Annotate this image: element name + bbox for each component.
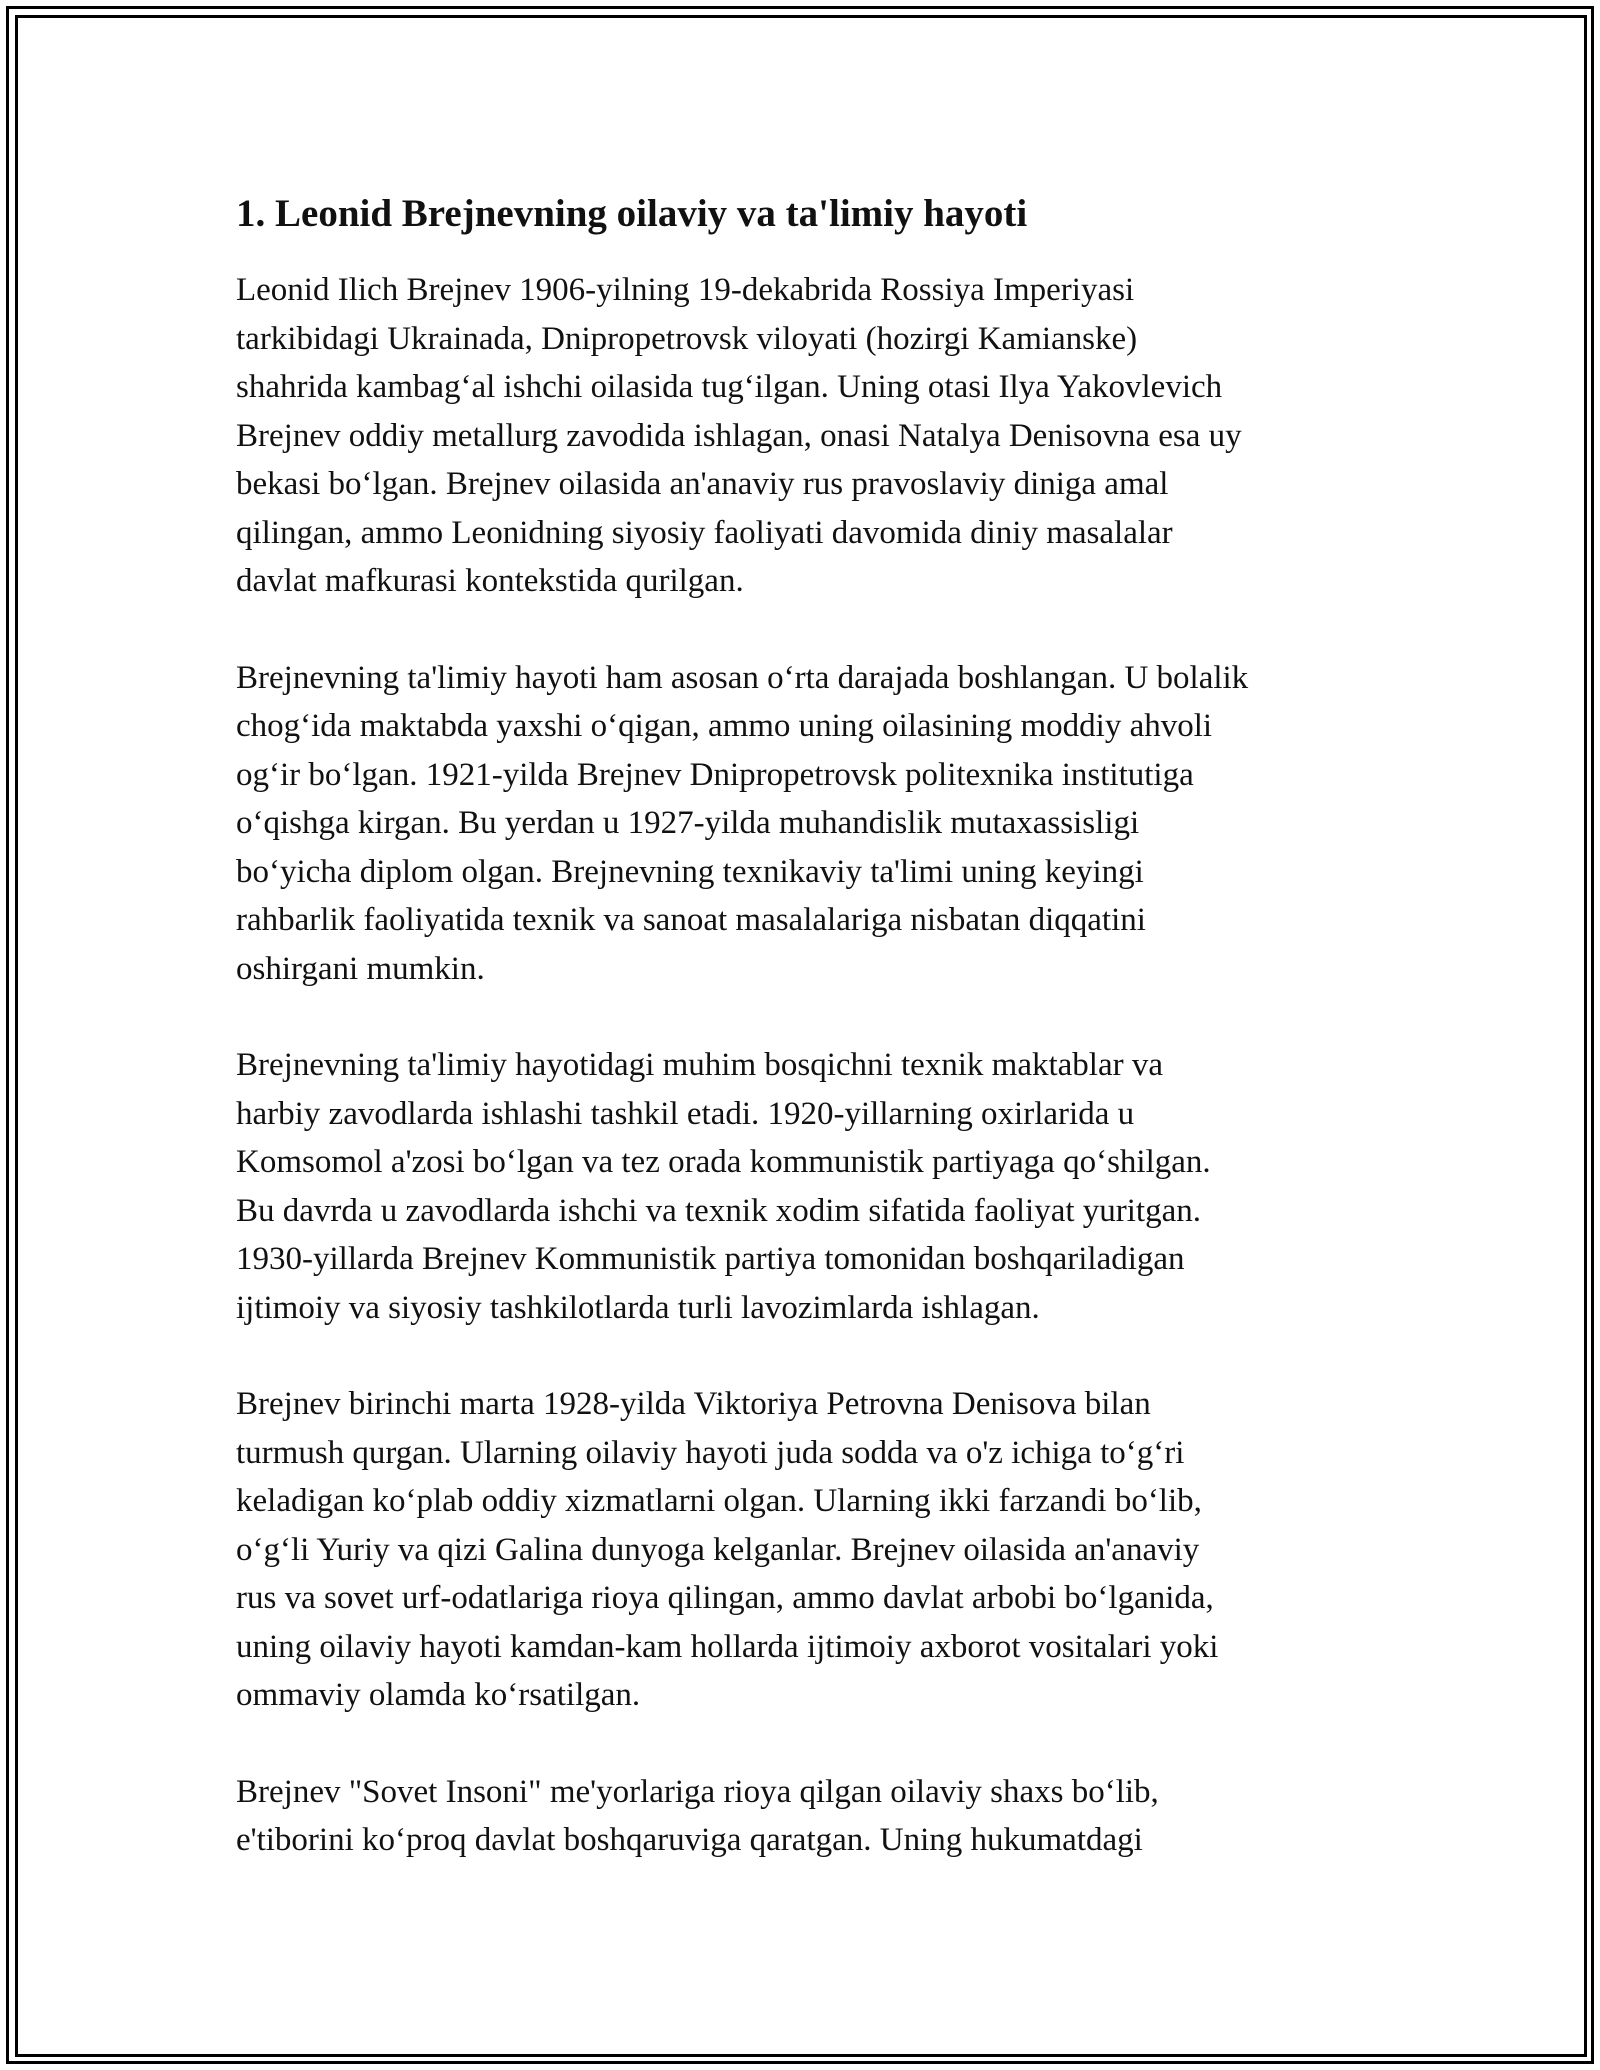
text-line: o‘qishga kirgan. Bu yerdan u 1927-yilda muhandislik mutaxassisligi [236,805,1140,841]
text-line: uning oilaviy hayoti kamdan-kam hollarda ijtimoiy axborot vositalari yoki [236,1628,1219,1665]
text-line: harbiy zavodlarda ishlashi tashkil etadi. 1920-yillarning oxirlarida u [236,1095,1135,1132]
paragraph-2 [236,654,1366,994]
text-line: keladigan ko‘plab oddiy xizmatlarni olgan. Ularning ikki farzandi bo‘lib, [236,1483,1202,1519]
text-line: Leonid Ilich Brejnev 1906-yilning 19-dekabrida Rossiya Imperiyasi [236,272,1135,308]
paragraph-1 [236,266,1366,606]
text-line: turmush qurgan. Ularning oilaviy hayoti juda sodda va o'z ichiga to‘g‘ri [236,1434,1185,1471]
text-line: 1930-yillarda Brejnev Kommunistik partiya tomonidan boshqariladigan [236,1241,1185,1277]
text-line: bekasi bo‘lgan. Brejnev oilasida an'anaviy rus pravoslaviy diniga amal [236,466,1169,502]
text-line: Komsomol a'zosi bo‘lgan va tez orada kommunistik partiyaga qo‘shilgan. [236,1144,1211,1180]
text-line: bo‘yicha diplom olgan. Brejnevning texnikaviy ta'limi uning keyingi [236,853,1144,890]
text-line: e'tiborini ko‘proq davlat boshqaruviga qaratgan. Uning hukumatdagi [236,1822,1143,1858]
paragraph-5 [236,1768,1366,1865]
text-line: rus va sovet urf-odatlariga rioya qilingan, ammo davlat arbobi bo‘lganida, [236,1580,1214,1616]
text-line: chog‘ida maktabda yaxshi o‘qigan, ammo uning oilasining moddiy ahvoli [236,708,1213,744]
text-line: shahrida kambag‘al ishchi oilasida tug‘ilgan. Uning otasi Ilya Yakovlevich [236,369,1223,405]
text-line: tarkibidagi Ukrainada, Dnipropetrovsk viloyati (hozirgi Kamianske) [236,320,1138,357]
text-line: Brejnev birinchi marta 1928-yilda Viktoriya Petrovna Denisova bilan [236,1386,1151,1422]
section-heading: 1. Leonid Brejnevning oilaviy va ta'limiy hayoti [236,192,1028,235]
document-body [236,184,1366,1913]
text-line: Brejnev oddiy metallurg zavodida ishlagan, onasi Natalya Denisovna esa uy [236,417,1242,454]
text-line: Bu davrda u zavodlarda ishchi va texnik xodim sifatida faoliyat yuritgan. [236,1192,1201,1229]
text-line: qilingan, ammo Leonidning siyosiy faoliyati davomida diniy masalalar [236,514,1173,551]
text-line: ommaviy olamda ko‘rsatilgan. [236,1677,641,1713]
text-line: o‘g‘li Yuriy va qizi Galina dunyoga kelganlar. Brejnev oilasida an'anaviy [236,1531,1200,1568]
text-line: davlat mafkurasi kontekstida qurilgan. [236,563,744,599]
text-line: ijtimoiy va siyosiy tashkilotlarda turli lavozimlarda ishlagan. [236,1289,1040,1326]
text-line: Brejnevning ta'limiy hayoti ham asosan o‘rta darajada boshlangan. U bolalik [236,659,1249,696]
text-line: og‘ir bo‘lgan. 1921-yilda Brejnev Dnipropetrovsk politexnika institutiga [236,756,1194,793]
text-line: rahbarlik faoliyatida texnik va sanoat masalalariga nisbatan diqqatini [236,902,1146,938]
text-line: Brejnevning ta'limiy hayotidagi muhim bosqichni texnik maktablar va [236,1047,1164,1083]
paragraph-4 [236,1380,1366,1720]
text-line: Brejnev "Sovet Insoni" me'yorlariga rioya qilgan oilaviy shaxs bo‘lib, [236,1773,1159,1810]
text-line: oshirgani mumkin. [236,950,485,987]
paragraph-3 [236,1041,1366,1332]
